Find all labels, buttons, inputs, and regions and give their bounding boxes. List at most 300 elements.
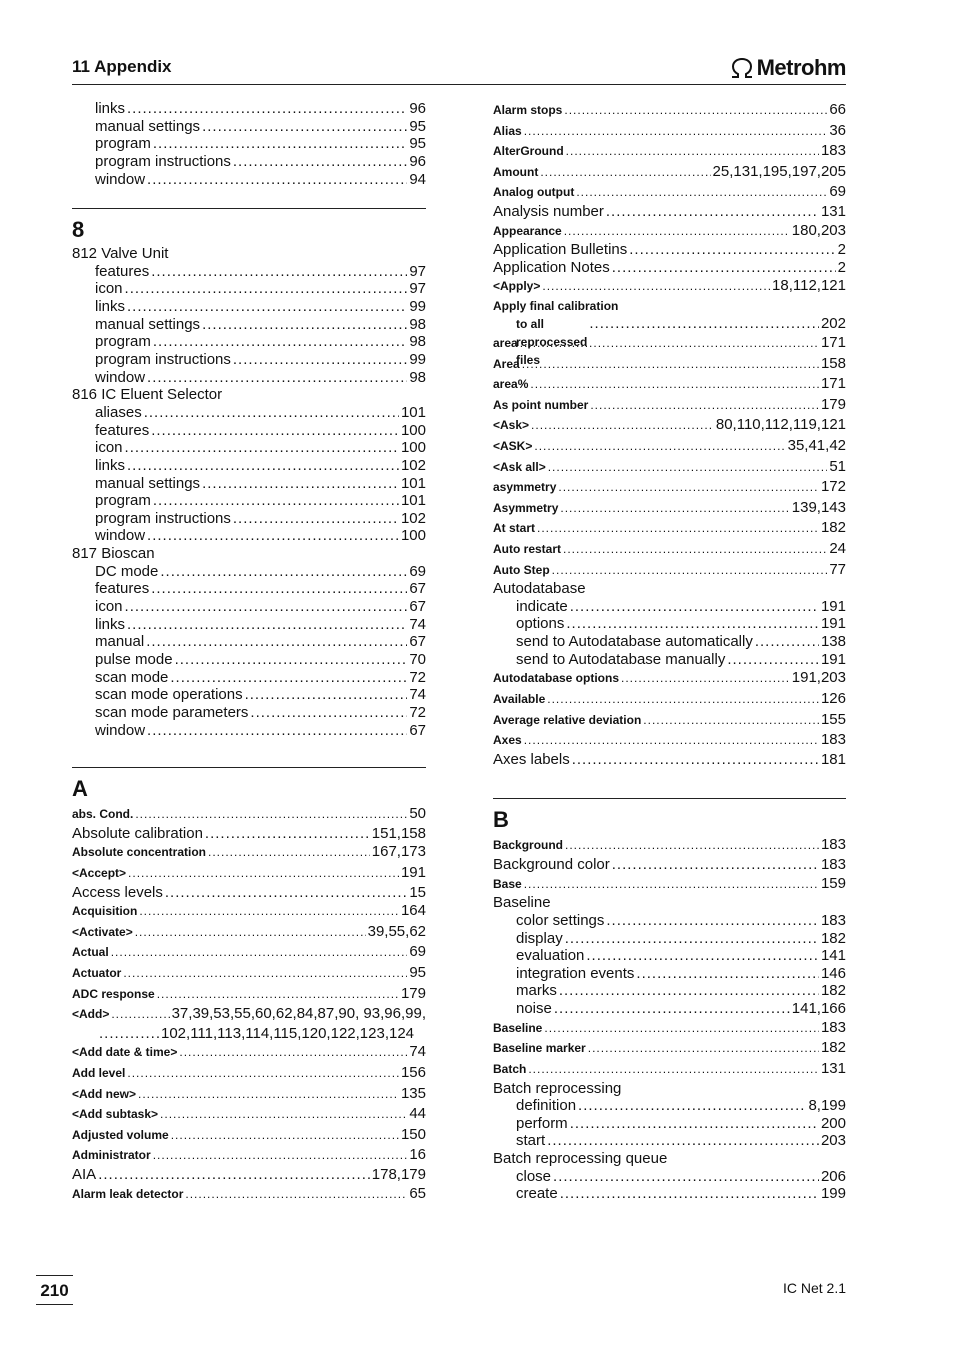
logo-text: Metrohm: [756, 55, 846, 80]
page-ref: 171: [820, 334, 846, 352]
page-ref: 72: [409, 668, 426, 686]
index-term: color settings: [516, 911, 605, 929]
index-entry: [72, 842, 426, 863]
dot-leader: [135, 804, 407, 825]
page-ref: 24: [829, 540, 846, 558]
index-heading: [72, 545, 426, 563]
page-ref: 126: [820, 690, 846, 707]
index-entry: [493, 730, 846, 751]
dot-leader: [522, 354, 819, 375]
page-ref: 191: [820, 597, 846, 615]
index-term: Batch: [493, 1061, 527, 1076]
page-ref: 182: [820, 519, 846, 537]
index-entry: [72, 984, 426, 1005]
index-entry: [493, 498, 846, 519]
index-term: icon: [95, 280, 123, 298]
page-ref: 35,41,42: [787, 437, 846, 455]
index-term: links: [95, 615, 126, 633]
page-ref: 164: [400, 902, 426, 920]
page-ref: 96: [409, 100, 426, 117]
page-ref: 101: [400, 492, 426, 510]
dot-leader: [558, 477, 819, 498]
page-header: [72, 54, 846, 85]
index-term: <Activate>: [72, 924, 133, 939]
page-ref: 183: [820, 836, 846, 854]
index-entry: [493, 1059, 846, 1080]
index-entry: [493, 436, 846, 457]
index-term: area%: [493, 377, 529, 392]
dot-leader: [530, 374, 819, 395]
index-term: AlterGround: [493, 144, 564, 159]
index-term: Baseline marker: [493, 1041, 586, 1056]
index-entry: [72, 825, 426, 843]
page-ref: 183: [820, 731, 846, 749]
index-term: display: [516, 929, 563, 947]
index-term: Batch reprocessing queue: [493, 1150, 668, 1168]
index-term: Alarm leak detector: [72, 1186, 184, 1201]
page-ref: 178,179: [371, 1165, 426, 1183]
dot-leader: [590, 395, 819, 416]
index-entry: [493, 689, 846, 710]
page-ref: 8,199: [808, 1097, 846, 1115]
index-entry: [72, 1063, 426, 1084]
index-section-8: [72, 208, 426, 739]
page-ref: 155: [820, 710, 846, 728]
index-entry: [493, 333, 846, 354]
index-entry: [72, 135, 426, 153]
dot-leader: [202, 316, 407, 334]
index-entry: [72, 1166, 426, 1184]
index-term: options: [516, 615, 565, 633]
dot-leader: [570, 1115, 819, 1133]
index-term: aliases: [95, 403, 142, 421]
dot-leader: [147, 171, 407, 189]
index-entry: [72, 804, 426, 825]
page-ref: 150: [400, 1125, 426, 1143]
index-term: <Apply>: [493, 279, 541, 294]
dot-leader: [144, 404, 399, 422]
dot-leader: [576, 182, 827, 203]
index-term: program: [95, 333, 151, 351]
index-term: Absolute concentration: [72, 845, 207, 860]
index-term: Alias: [493, 123, 522, 138]
index-term: Actual: [72, 945, 109, 960]
index-entry: [493, 241, 846, 259]
page-ref: 172: [820, 478, 846, 496]
index-entry: [72, 1084, 426, 1105]
index-term: pulse mode: [95, 650, 173, 668]
section-letter: A: [72, 776, 88, 802]
dot-leader: [208, 842, 370, 863]
index-entry: [72, 333, 426, 351]
index-term: definition: [516, 1097, 577, 1115]
page-ref: 159: [820, 874, 846, 892]
index-term: program instructions: [95, 509, 231, 527]
index-term: ADC response: [72, 986, 155, 1001]
index-entry: [493, 560, 846, 581]
dot-leader: [564, 100, 827, 121]
page-ref: 2: [837, 241, 846, 259]
page-ref: 67: [409, 633, 426, 651]
index-section-b: [493, 798, 846, 1203]
dot-leader: [643, 710, 819, 731]
page-ref: 98: [409, 333, 426, 351]
index-term: As point number: [493, 397, 589, 412]
index-entry: [72, 1125, 426, 1146]
index-entry: [72, 963, 426, 984]
index-entry: [72, 598, 426, 616]
index-entry: [493, 354, 846, 375]
index-term: Adjusted volume: [72, 1127, 169, 1142]
index-entry: [72, 863, 426, 884]
index-term: Background color: [493, 856, 610, 874]
index-term: Application Notes: [493, 258, 610, 276]
page-ref: 100: [400, 527, 426, 545]
index-term: scan mode operations: [95, 686, 243, 704]
index-entry: [72, 901, 426, 922]
dot-leader: [612, 259, 836, 277]
index-entry: [72, 669, 426, 687]
dot-leader: [202, 475, 399, 493]
page-ref: 37,39,53,55,60,62,84,87,90, 93,96,99,: [171, 1005, 426, 1023]
index-entry: [72, 475, 426, 493]
page-ref: 25,131,195,197,205: [712, 162, 846, 180]
page-ref: 69: [829, 183, 846, 201]
page-ref: 70: [409, 650, 426, 668]
index-column-left: [72, 100, 426, 1204]
index-entry: [72, 439, 426, 457]
index-entry: [72, 1004, 426, 1025]
index-entry: [72, 704, 426, 722]
index-term: Axes labels: [493, 750, 570, 768]
index-entry: [493, 141, 846, 162]
index-entry: [72, 1042, 426, 1063]
dot-leader: [621, 668, 790, 689]
dot-leader: [160, 1104, 407, 1125]
index-term: Asymmetry: [493, 500, 559, 515]
page-ref: 51: [829, 457, 846, 475]
index-term: links: [95, 100, 126, 117]
page-ref: 94: [409, 170, 426, 188]
index-term: asymmetry: [493, 480, 557, 495]
index-entry: [493, 965, 846, 983]
page-ref: 98: [409, 315, 426, 333]
index-entry: [493, 930, 846, 948]
index-heading: [493, 580, 846, 598]
index-term: <ASK>: [493, 439, 533, 454]
page-ref: 16: [409, 1146, 426, 1164]
index-term: manual settings: [95, 117, 201, 135]
index-entry: [72, 404, 426, 422]
page-ref: 183: [820, 142, 846, 160]
index-term: send to Autodatabase automatically: [516, 633, 753, 651]
index-entry: [493, 162, 846, 183]
dot-leader: [524, 730, 819, 751]
index-entry: [72, 510, 426, 528]
page-ref: 74: [409, 615, 426, 633]
dot-leader: [589, 315, 819, 333]
dot-leader: [544, 1018, 819, 1039]
page-ref: 135: [400, 1084, 426, 1102]
dot-leader: [99, 1025, 159, 1043]
index-entry: [72, 563, 426, 581]
page-number: 210: [36, 1275, 73, 1305]
page-ref: 99: [409, 298, 426, 316]
page-ref: 95: [409, 117, 426, 135]
index-list: [72, 804, 426, 1204]
index-entry: [72, 171, 426, 189]
dot-leader: [586, 947, 819, 965]
dot-leader: [157, 984, 399, 1005]
index-entry: [72, 686, 426, 704]
page-ref: 66: [829, 101, 846, 118]
index-entry: [493, 751, 846, 769]
dot-leader: [175, 651, 408, 669]
page-ref: 206: [820, 1167, 846, 1185]
index-term: Alarm stops: [493, 103, 563, 117]
index-term: Application Bulletins: [493, 241, 628, 259]
index-entry: [493, 1115, 846, 1133]
index-term: links: [95, 298, 126, 316]
page-ref: 179: [400, 984, 426, 1002]
page-ref: 182: [820, 1039, 846, 1057]
index-entry: [72, 351, 426, 369]
index-entry: [72, 492, 426, 510]
index-term: <Add new>: [72, 1086, 137, 1101]
index-term: Add level: [72, 1066, 126, 1080]
dot-leader: [205, 825, 370, 843]
dot-leader: [566, 141, 819, 162]
page-ref: 139,143: [791, 498, 846, 516]
page-ref: 191,203: [791, 669, 846, 687]
index-term: <Ask all>: [493, 459, 546, 474]
index-term: At start: [493, 521, 536, 536]
index-term: <Accept>: [72, 865, 127, 880]
index-term: window: [95, 170, 146, 188]
page-ref: 98: [409, 368, 426, 386]
page-ref: 102: [400, 456, 426, 474]
dot-leader: [547, 689, 819, 710]
index-term: Analog output: [493, 185, 575, 200]
index-term: program instructions: [95, 351, 231, 369]
dot-leader: [528, 1059, 819, 1080]
index-term: Batch reprocessing: [493, 1079, 622, 1097]
page-ref: 191: [400, 863, 426, 881]
index-term: Baseline: [493, 894, 551, 912]
index-term: Base: [493, 876, 522, 891]
dot-leader: [127, 100, 407, 118]
index-term: Appearance: [493, 223, 562, 238]
page-ref: 182: [820, 929, 846, 947]
index-entry: [493, 203, 846, 221]
index-term: window: [95, 368, 146, 386]
page-ref: 141: [820, 947, 846, 965]
index-term: manual: [95, 633, 145, 651]
index-term: <Ask>: [493, 418, 530, 433]
index-term: Background: [493, 838, 564, 853]
index-entry: [493, 457, 846, 478]
page-ref: 101: [400, 474, 426, 492]
dot-leader: [233, 510, 399, 528]
dot-leader: [153, 1145, 408, 1166]
index-term: Autodatabase options: [493, 671, 620, 686]
index-term: Access levels: [72, 883, 163, 901]
dot-leader: [554, 1000, 790, 1018]
dot-leader: [588, 1038, 819, 1059]
index-entry: [493, 121, 846, 142]
dot-leader: [563, 539, 827, 560]
index-entry: [493, 1000, 846, 1018]
index-entry: [493, 395, 846, 416]
dot-leader: [629, 241, 835, 259]
index-entry: [493, 668, 846, 689]
page-ref: 100: [400, 421, 426, 439]
dot-leader: [127, 298, 407, 316]
page-ref: 97: [409, 280, 426, 298]
document-title: IC Net 2.1: [782, 1280, 846, 1296]
page-ref: 102,111,113,114,115,120,122,123,124: [161, 1024, 415, 1042]
index-term: 816 IC Eluent Selector: [72, 386, 223, 404]
dot-leader: [125, 598, 408, 616]
page-ref: 74: [409, 686, 426, 704]
index-term: features: [95, 421, 150, 439]
index-entry: [72, 316, 426, 334]
page-ref: 131: [820, 202, 846, 220]
page-ref: 67: [409, 580, 426, 598]
dot-leader: [170, 669, 407, 687]
index-column-right: [493, 100, 846, 1203]
index-entry: [72, 1184, 426, 1205]
page-ref: 151,158: [371, 824, 426, 842]
page-ref: 191: [820, 650, 846, 668]
dot-leader: [165, 884, 407, 902]
page-ref: 50: [409, 805, 426, 823]
dot-leader: [560, 1185, 819, 1203]
index-heading: [493, 1150, 846, 1168]
dot-leader: [111, 1004, 169, 1025]
metrohm-logo: [729, 54, 846, 82]
dot-leader: [606, 912, 819, 930]
index-term: scan mode: [95, 668, 169, 686]
page-ref: 80,110,112,119,121: [715, 416, 846, 434]
index-term: features: [95, 580, 150, 598]
page-ref: 77: [829, 560, 846, 578]
dot-leader: [125, 280, 408, 298]
dot-leader: [566, 615, 819, 633]
page-ref: 74: [409, 1043, 426, 1061]
page-ref: 69: [409, 562, 426, 580]
index-entry: [72, 633, 426, 651]
index-term: start: [516, 1132, 546, 1150]
dot-leader: [564, 221, 790, 242]
index-term: Actuator: [72, 965, 122, 980]
index-term: links: [95, 456, 126, 474]
index-entry: [493, 1038, 846, 1059]
omega-icon: [729, 57, 755, 79]
page-ref: 15: [409, 883, 426, 901]
dot-leader: [520, 333, 819, 354]
index-list: [493, 100, 846, 768]
dot-leader: [146, 633, 407, 651]
dot-leader: [98, 1166, 370, 1184]
index-term: program: [95, 135, 151, 153]
index-term: abs. Cond.: [72, 807, 134, 822]
index-entry: [72, 651, 426, 669]
index-term: send to Autodatabase manually: [516, 650, 726, 668]
index-term: manual settings: [95, 474, 201, 492]
dot-leader: [233, 351, 407, 369]
index-term: Area: [493, 356, 520, 371]
index-list: [493, 835, 846, 1203]
dot-leader: [153, 333, 407, 351]
index-term: 817 Bioscan: [72, 545, 155, 563]
page-ref: 72: [409, 703, 426, 721]
index-term: Administrator: [72, 1148, 151, 1163]
index-heading: [72, 386, 426, 404]
index-entry: [493, 221, 846, 242]
dot-leader: [111, 942, 408, 963]
dot-leader: [755, 633, 819, 651]
page-ref: 156: [400, 1064, 426, 1081]
dot-leader: [524, 121, 828, 142]
page-ref: 67: [409, 721, 426, 739]
section-letter: B: [493, 807, 509, 833]
dot-leader: [138, 1084, 399, 1105]
index-entry: [72, 298, 426, 316]
dot-leader: [606, 203, 819, 221]
dot-leader: [171, 1125, 399, 1146]
page-ref: 183: [820, 1018, 846, 1036]
index-entry: [72, 369, 426, 387]
index-entry: [72, 118, 426, 136]
dot-leader: [245, 686, 408, 704]
page-ref: 96: [409, 152, 426, 170]
dot-leader: [565, 930, 819, 948]
page-ref: 69: [409, 943, 426, 961]
dot-leader: [524, 874, 819, 895]
index-entry: [493, 1132, 846, 1150]
page-ref: 65: [409, 1184, 426, 1202]
index-entry: [493, 947, 846, 965]
dot-leader: [553, 1168, 819, 1186]
index-entry: [72, 280, 426, 298]
page-ref: 199: [820, 1185, 846, 1203]
dot-leader: [160, 563, 407, 581]
index-entry: [493, 259, 846, 277]
dot-leader: [127, 1063, 399, 1084]
index-term: 812 Valve Unit: [72, 245, 169, 263]
dot-leader: [153, 135, 407, 153]
index-term: Amount: [493, 164, 539, 179]
page-ref: 36: [829, 121, 846, 139]
page-ref: 131: [820, 1059, 846, 1077]
index-term: perform: [516, 1114, 568, 1132]
page-ref: 102: [400, 509, 426, 527]
index-term: Autodatabase: [493, 580, 586, 598]
index-entry: [72, 1145, 426, 1166]
page-ref: 191: [820, 615, 846, 633]
dot-leader: [636, 965, 819, 983]
dot-leader: [560, 498, 789, 519]
index-term: window: [95, 721, 146, 739]
index-term: noise: [516, 1000, 552, 1018]
dot-leader: [547, 1132, 819, 1150]
dot-leader: [151, 263, 407, 281]
index-entry: [72, 457, 426, 475]
page-ref: 99: [409, 351, 426, 369]
dot-leader: [147, 527, 399, 545]
index-entry: [493, 182, 846, 203]
